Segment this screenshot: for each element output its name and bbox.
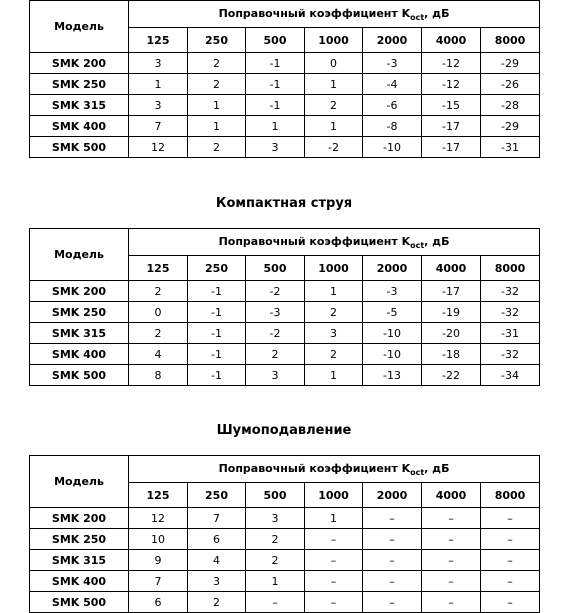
table-row xyxy=(30,323,540,344)
value-cell: – xyxy=(363,550,422,571)
value-cell: -19 xyxy=(422,302,481,323)
value-cell: -12 xyxy=(422,74,481,95)
freq-header: 500 xyxy=(246,28,305,53)
value-cell: -17 xyxy=(422,116,481,137)
value-cell: – xyxy=(422,592,481,613)
section-title-noise-suppression: Шумоподавление xyxy=(216,423,352,438)
value-cell: 1 xyxy=(305,508,363,529)
value-cell: – xyxy=(363,508,422,529)
value-cell: – xyxy=(363,529,422,550)
freq-header: 4000 xyxy=(422,28,481,53)
model-cell: SMK 400 xyxy=(30,344,129,365)
value-cell: 2 xyxy=(188,74,246,95)
value-cell: -4 xyxy=(363,74,422,95)
freq-header: 125 xyxy=(129,28,188,53)
value-cell: -1 xyxy=(246,95,305,116)
value-cell: – xyxy=(481,592,540,613)
value-cell: 7 xyxy=(129,571,188,592)
value-cell: – xyxy=(305,550,363,571)
value-cell: – xyxy=(422,529,481,550)
value-cell: 1 xyxy=(305,74,363,95)
value-cell: – xyxy=(422,571,481,592)
correction-table-1 xyxy=(29,0,540,158)
freq-header: 8000 xyxy=(481,483,540,508)
model-cell: SMK 400 xyxy=(30,116,129,137)
value-cell: 0 xyxy=(129,302,188,323)
model-column-header: Модель xyxy=(30,1,129,53)
value-cell: -1 xyxy=(188,365,246,386)
table-row xyxy=(30,281,540,302)
value-cell: 0 xyxy=(305,53,363,74)
model-cell: SMK 400 xyxy=(30,571,129,592)
value-cell: 2 xyxy=(305,95,363,116)
table-row xyxy=(30,116,540,137)
model-cell: SMK 500 xyxy=(30,592,129,613)
model-cell: SMK 315 xyxy=(30,550,129,571)
value-cell: 9 xyxy=(129,550,188,571)
value-cell: -6 xyxy=(363,95,422,116)
value-cell: -32 xyxy=(481,344,540,365)
freq-header: 2000 xyxy=(363,28,422,53)
value-cell: -1 xyxy=(246,74,305,95)
value-cell: -10 xyxy=(363,323,422,344)
value-cell: -8 xyxy=(363,116,422,137)
value-cell: 2 xyxy=(305,344,363,365)
value-cell: 2 xyxy=(188,592,246,613)
value-cell: 3 xyxy=(305,323,363,344)
table-row xyxy=(30,53,540,74)
value-cell: 3 xyxy=(246,508,305,529)
value-cell: 2 xyxy=(246,550,305,571)
value-cell: – xyxy=(305,529,363,550)
value-cell: -22 xyxy=(422,365,481,386)
freq-header: 500 xyxy=(246,483,305,508)
table-row xyxy=(30,592,540,613)
freq-header: 8000 xyxy=(481,28,540,53)
freq-header: 125 xyxy=(129,483,188,508)
value-cell: 7 xyxy=(188,508,246,529)
freq-header: 4000 xyxy=(422,483,481,508)
value-cell: -32 xyxy=(481,281,540,302)
value-cell: -15 xyxy=(422,95,481,116)
value-cell: 2 xyxy=(305,302,363,323)
freq-header: 500 xyxy=(246,256,305,281)
value-cell: – xyxy=(363,592,422,613)
value-cell: – xyxy=(481,508,540,529)
value-cell: -10 xyxy=(363,344,422,365)
table-row xyxy=(30,74,540,95)
value-cell: -28 xyxy=(481,95,540,116)
value-cell: -5 xyxy=(363,302,422,323)
value-cell: -31 xyxy=(481,137,540,158)
table-row xyxy=(30,571,540,592)
value-cell: -2 xyxy=(305,137,363,158)
table-row xyxy=(30,529,540,550)
model-cell: SMK 200 xyxy=(30,508,129,529)
table-row xyxy=(30,344,540,365)
value-cell: 10 xyxy=(129,529,188,550)
value-cell: – xyxy=(246,592,305,613)
value-cell: 6 xyxy=(129,592,188,613)
table-row xyxy=(30,302,540,323)
value-cell: -1 xyxy=(246,53,305,74)
correction-table-3 xyxy=(29,455,540,613)
coefficient-header: Поправочный коэффициент $K_{oct}$, дБ xyxy=(129,229,540,256)
value-cell: – xyxy=(481,571,540,592)
value-cell: -13 xyxy=(363,365,422,386)
value-cell: – xyxy=(363,571,422,592)
coefficient-header: Поправочный коэффициент $K_{oct}$, дБ xyxy=(129,1,540,28)
value-cell: -29 xyxy=(481,53,540,74)
value-cell: 2 xyxy=(129,281,188,302)
value-cell: -29 xyxy=(481,116,540,137)
value-cell: 2 xyxy=(246,529,305,550)
value-cell: 3 xyxy=(246,365,305,386)
freq-header: 250 xyxy=(188,256,246,281)
value-cell: 2 xyxy=(188,137,246,158)
value-cell: – xyxy=(422,550,481,571)
correction-table-2 xyxy=(29,228,540,386)
value-cell: -3 xyxy=(246,302,305,323)
table-row xyxy=(30,365,540,386)
freq-header: 4000 xyxy=(422,256,481,281)
freq-header: 125 xyxy=(129,256,188,281)
model-cell: SMK 250 xyxy=(30,302,129,323)
coefficient-header: Поправочный коэффициент $K_{oct}$, дБ xyxy=(129,456,540,483)
value-cell: 2 xyxy=(188,53,246,74)
value-cell: 4 xyxy=(129,344,188,365)
value-cell: – xyxy=(305,571,363,592)
model-cell: SMK 250 xyxy=(30,74,129,95)
table-row xyxy=(30,550,540,571)
value-cell: – xyxy=(481,550,540,571)
value-cell: 1 xyxy=(305,281,363,302)
model-cell: SMK 315 xyxy=(30,323,129,344)
model-column-header: Модель xyxy=(30,456,129,508)
model-cell: SMK 500 xyxy=(30,365,129,386)
value-cell: 1 xyxy=(246,116,305,137)
value-cell: 3 xyxy=(188,571,246,592)
value-cell: – xyxy=(481,529,540,550)
section-title-compact-jet: Компактная струя xyxy=(215,196,353,211)
table-row xyxy=(30,95,540,116)
value-cell: -18 xyxy=(422,344,481,365)
table-row xyxy=(30,137,540,158)
value-cell: -10 xyxy=(363,137,422,158)
value-cell: -1 xyxy=(188,281,246,302)
value-cell: -1 xyxy=(188,323,246,344)
value-cell: 1 xyxy=(188,95,246,116)
value-cell: 6 xyxy=(188,529,246,550)
value-cell: 1 xyxy=(246,571,305,592)
value-cell: 1 xyxy=(188,116,246,137)
freq-header: 1000 xyxy=(305,28,363,53)
value-cell: -17 xyxy=(422,281,481,302)
value-cell: 3 xyxy=(129,95,188,116)
freq-header: 250 xyxy=(188,483,246,508)
value-cell: 2 xyxy=(246,344,305,365)
value-cell: -32 xyxy=(481,302,540,323)
value-cell: -31 xyxy=(481,323,540,344)
value-cell: 3 xyxy=(129,53,188,74)
table-row xyxy=(30,508,540,529)
value-cell: -17 xyxy=(422,137,481,158)
value-cell: 1 xyxy=(129,74,188,95)
value-cell: 1 xyxy=(305,116,363,137)
value-cell: -1 xyxy=(188,302,246,323)
value-cell: – xyxy=(422,508,481,529)
value-cell: 1 xyxy=(305,365,363,386)
value-cell: 4 xyxy=(188,550,246,571)
value-cell: 2 xyxy=(129,323,188,344)
value-cell: -26 xyxy=(481,74,540,95)
freq-header: 1000 xyxy=(305,483,363,508)
value-cell: 3 xyxy=(246,137,305,158)
value-cell: -20 xyxy=(422,323,481,344)
model-cell: SMK 315 xyxy=(30,95,129,116)
value-cell: -1 xyxy=(188,344,246,365)
freq-header: 250 xyxy=(188,28,246,53)
value-cell: -34 xyxy=(481,365,540,386)
model-cell: SMK 500 xyxy=(30,137,129,158)
value-cell: 12 xyxy=(129,137,188,158)
model-cell: SMK 250 xyxy=(30,529,129,550)
value-cell: -12 xyxy=(422,53,481,74)
value-cell: 8 xyxy=(129,365,188,386)
value-cell: -3 xyxy=(363,53,422,74)
value-cell: 7 xyxy=(129,116,188,137)
freq-header: 2000 xyxy=(363,256,422,281)
model-column-header: Модель xyxy=(30,229,129,281)
value-cell: -2 xyxy=(246,281,305,302)
value-cell: – xyxy=(305,592,363,613)
value-cell: -3 xyxy=(363,281,422,302)
freq-header: 1000 xyxy=(305,256,363,281)
model-cell: SMK 200 xyxy=(30,281,129,302)
freq-header: 2000 xyxy=(363,483,422,508)
model-cell: SMK 200 xyxy=(30,53,129,74)
freq-header: 8000 xyxy=(481,256,540,281)
value-cell: -2 xyxy=(246,323,305,344)
value-cell: 12 xyxy=(129,508,188,529)
